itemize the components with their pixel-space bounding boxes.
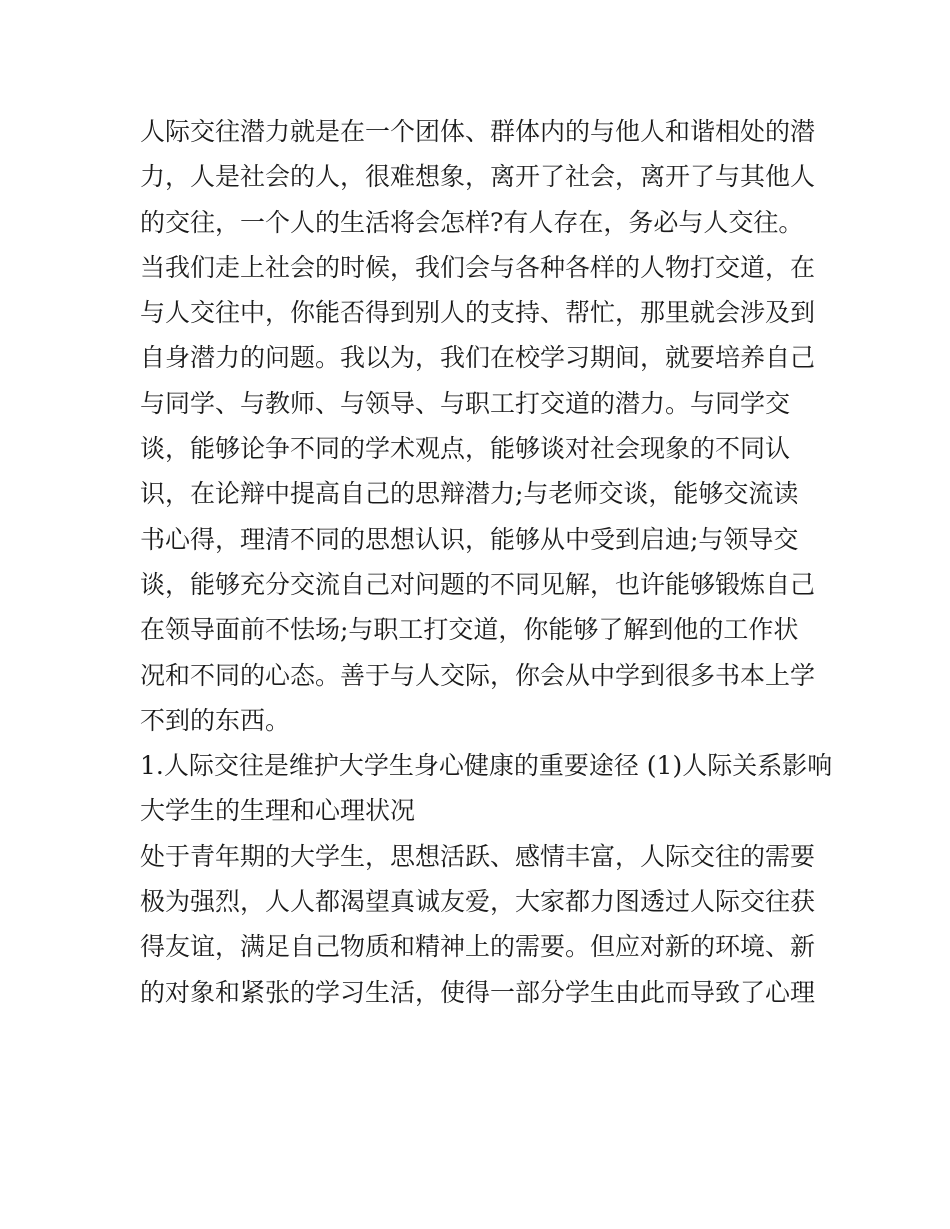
text-line: 在领导面前不怯场;与职工打交道，你能够了解到他的工作状 xyxy=(140,615,799,645)
text-line: 得友谊，满足自己物质和精神上的需要。但应对新的环境、新 xyxy=(140,932,816,962)
text-line: 1.人际交往是维护大学生身心健康的重要途径 (1)人际关系影响 xyxy=(140,751,833,781)
text-line: 力，人是社会的人，很难想象，离开了社会，离开了与其他人 xyxy=(140,162,816,192)
text-line: 的交往，一个人的生活将会怎样?有人存在，务必与人交往。 xyxy=(140,207,804,237)
text-line: 谈，能够论争不同的学术观点，能够谈对社会现象的不同认 xyxy=(140,434,791,464)
text-line: 与人交往中，你能否得到别人的支持、帮忙，那里就会涉及到 xyxy=(140,298,816,328)
text-line: 不到的东西。 xyxy=(140,705,291,735)
text-line: 处于青年期的大学生，思想活跃、感情丰富，人际交往的需要 xyxy=(140,841,816,871)
text-line: 人际交往潜力就是在一个团体、群体内的与他人和谐相处的潜 xyxy=(140,117,816,146)
text-line: 极为强烈，人人都渴望真诚友爱，大家都力图透过人际交往获 xyxy=(140,887,816,917)
text-line: 况和不同的心态。善于与人交际，你会从中学到很多书本上学 xyxy=(140,660,816,690)
text-line: 当我们走上社会的时候，我们会与各种各样的人物打交道，在 xyxy=(140,252,816,282)
text-line: 识，在论辩中提高自己的思辩潜力;与老师交谈，能够交流读 xyxy=(140,479,799,509)
text-line: 与同学、与教师、与领导、与职工打交道的潜力。与同学交 xyxy=(140,388,791,418)
text-line: 书心得，理清不同的思想认识，能够从中受到启迪;与领导交 xyxy=(140,524,799,554)
text-line: 的对象和紧张的学习生活，使得一部分学生由此而导致了心理 xyxy=(140,977,816,1007)
text-line: 谈，能够充分交流自己对问题的不同见解，也许能够锻炼自己 xyxy=(140,569,816,599)
text-line: 大学生的生理和心理状况 xyxy=(140,796,416,826)
text-line: 自身潜力的问题。我以为，我们在校学习期间，就要培养自己 xyxy=(140,343,816,373)
document-body xyxy=(140,109,833,1015)
